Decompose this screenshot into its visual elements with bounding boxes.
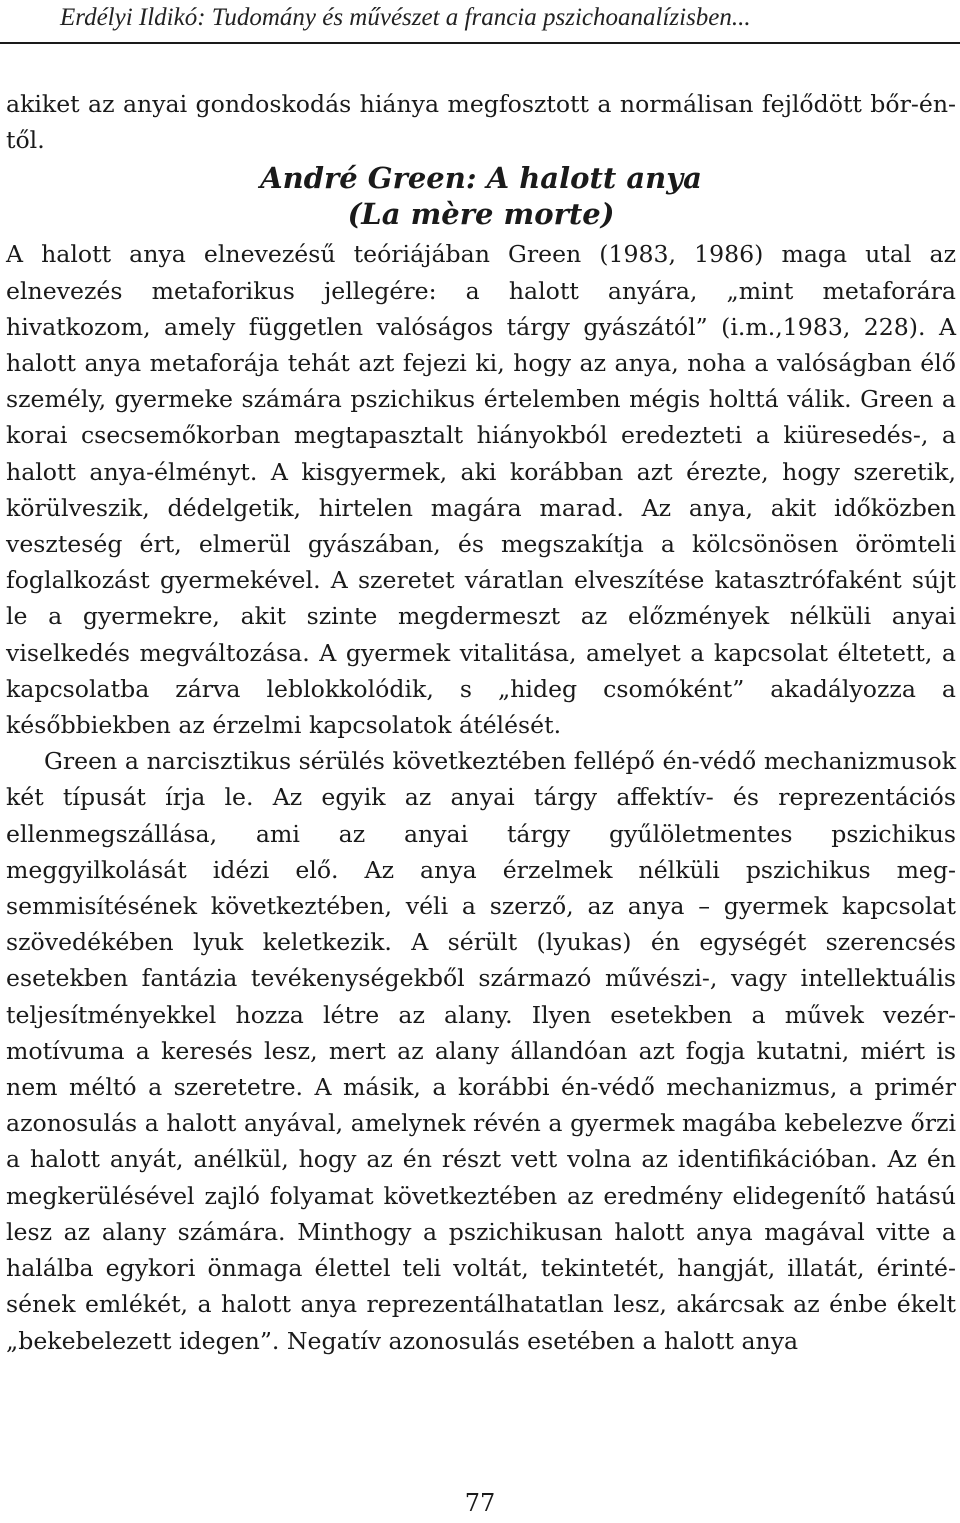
section-title <box>6 160 956 232</box>
running-header: Erdélyi Ildikó: Tudomány és művészet a francia pszichoanalízisben... <box>60 4 751 31</box>
page-number: 77 <box>464 1489 496 1517</box>
paragraph-1: A halott anya elnevezésű teóriájában Green (1983, 1986) maga utal az elnevezés metaforikus jellegére: a halott anyára, „mint metaforára hivatkozom, amely független valóságos tárgy gyászától” (i.m.,1983, 228). A halott anya metaforája tehát azt fejezi ki, hogy az anya, noha a valóságban élő személy, gyermeke számára pszichikus értelemben mégis holttá válik. Green a korai csecsemőkorban megtapasztalt hiányokból eredezteti a kiüresedés-, a halott anya-élményt. A kisgyermek, aki korábban azt érezte, hogy szeretik, körülveszik, dédelgetik, hirtelen magára marad. Az anya, akit időközben veszteség ért, elmerül gyászában, és megszakítja a kölcsönösen örömteli foglalkozást gyermekével. A szeretet váratlan elveszítése katasztrófaként sújt le a gyermekre, akit szinte megdermeszt az előzmények nélküli anyai viselkedés megváltozása. A gyermek vitalitása, amelyet a kapcsolat éltetett, a kapcsolatba zárva leblokkolódik, s „hideg csomóként” akadályozza a későbbiekben az érzelmi kapcsolatok átélését. <box>6 240 956 740</box>
section-title-line-1: André Green: A halott anya <box>260 161 702 196</box>
opening-paragraph: akiket az anyai gondoskodás hiánya megfosztott a normálisan fejlődött bőr-én-től. <box>6 90 956 155</box>
body-text <box>6 86 956 1359</box>
section-title-line-2: (La mère morte) <box>347 197 615 232</box>
paragraph-2: Green a narcisztikus sérülés következtében fellépő én-védő mechanizmusok két típusát írja le. Az egyik az anyai tárgy affektív- és reprezentációs ellenmegszállása, ami az anyai tárgy gyűlöletmentes pszichikus meggyilkolását idézi elő. Az anya érzelmek nélküli pszichikus megsemmisítésének következtében, véli a szerző, az anya – gyermek kapcsolat szövedékében lyuk keletkezik. A sérült (lyukas) én egységét szerencsés esetekben fantázia tevékenységekből származó művészi-, vagy intellektuális teljesítményekkel hozza létre az alany. Ilyen esetekben a művek vezér- motívuma a keresés lesz, mert az alany állandóan azt fogja kutatni, miért is nem méltó a szeretetre. A másik, a korábbi én-védő mechanizmus, a primér azonosulás a halott anyával, amelynek révén a gyermek magába kebelezve őrzi a halott anyát, anélkül, hogy az én részt vett volna az identifikációban. Az én megkerülésével zajló folyamat következtében az eredmény elidegenítő hatású lesz az alany számára. Minthogy a pszichikusan halott anya magával vitte a halálba egykori önmaga élettel teli voltát, tekintetét, hangját, illatát, érintésének emlékét, a halott anya reprezentálhatatlan lesz, akárcsak az énbe ékelt „bekebelezett idegen”. Negatív azonosulás esetében a halott anya <box>6 747 956 1355</box>
header-rule <box>0 42 960 44</box>
